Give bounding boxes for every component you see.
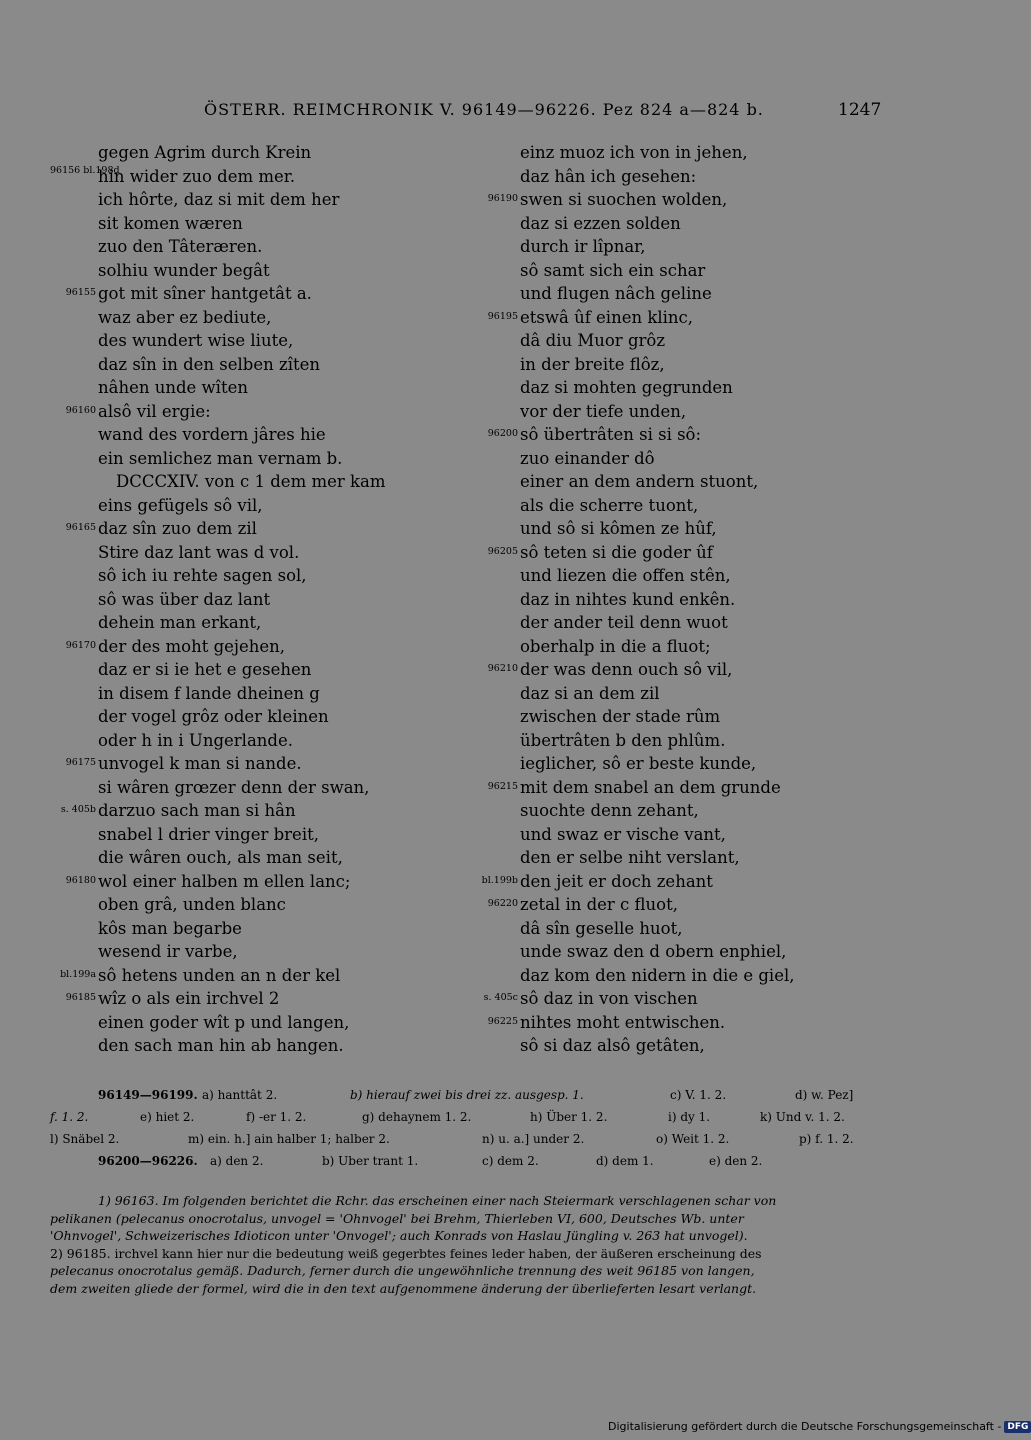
verse-text: suochte denn zehant, <box>520 801 699 820</box>
apparatus-note: d) w. Pez] <box>795 1088 854 1102</box>
verse-line <box>472 517 892 541</box>
apparatus-note: a) hanttât 2. <box>202 1088 278 1102</box>
verse-text: darzuo sach man si hân <box>98 801 296 820</box>
verse-text: unde swaz den d obern enphiel, <box>520 942 787 961</box>
verse-line <box>50 987 470 1011</box>
apparatus-line <box>50 1106 870 1128</box>
verse-line <box>472 235 892 259</box>
verse-line <box>472 447 892 471</box>
verse-line <box>472 423 892 447</box>
verse-line <box>472 470 892 494</box>
line-number: 96185 <box>65 992 96 1003</box>
verse-line <box>50 282 470 306</box>
apparatus-line <box>50 1084 870 1106</box>
verse-line <box>50 188 470 212</box>
footnote-line: pelikanen (pelecanus onocrotalus, unvogel = 'Ohnvogel' bei Brehm, Thierleben VI, 600, Deutsches Wb. unter <box>50 1210 744 1226</box>
verse-text: der vogel grôz oder kleinen <box>98 707 329 726</box>
apparatus-note: d) dem 1. <box>596 1154 654 1168</box>
verse-line <box>472 893 892 917</box>
apparatus-note: b) hierauf zwei bis drei zz. ausgesp. 1. <box>350 1088 584 1102</box>
verse-line <box>50 729 470 753</box>
verse-text: daz sîn in den selben zîten <box>98 354 321 374</box>
line-number: 96165 <box>65 522 96 533</box>
footnote-line: 1) 96163. Im folgenden berichtet die Rchr. das erscheinen einer nach Steiermark verschlagenen schar von <box>98 1193 777 1208</box>
verse-text: daz si mohten gegrunden <box>520 378 733 397</box>
verse-line <box>472 1034 892 1058</box>
verse-text: daz si ezzen solden <box>520 213 681 233</box>
verse-text: wand des vordern jâres hie <box>98 425 326 444</box>
verse-text: sô teten si die goder ûf <box>520 542 713 562</box>
apparatus-note: a) den 2. <box>210 1154 264 1168</box>
verse-line <box>472 188 892 212</box>
verse-line <box>50 705 470 729</box>
verse-line <box>472 611 892 635</box>
line-number: 96200 <box>487 428 518 439</box>
footnote-line: 2) 96185. irchvel kann hier nur die bedeutung weiß gegerbtes feines leder haben, der äußeren erscheinung des <box>50 1245 762 1261</box>
line-number: s. 405c <box>483 992 518 1003</box>
verse-line <box>472 987 892 1011</box>
verse-text: als die scherre tuont, <box>520 495 699 515</box>
verse-text: kôs man begarbe <box>98 918 242 938</box>
verse-line <box>472 376 892 400</box>
verse-line <box>50 329 470 353</box>
verse-text: die wâren ouch, als man seit, <box>98 848 343 867</box>
verse-text: ieglicher, sô er beste kunde, <box>520 754 757 773</box>
verse-line <box>50 823 470 847</box>
verse-text: sô si daz alsô getâten, <box>520 1036 705 1055</box>
verse-text: swen si suochen wolden, <box>520 190 728 209</box>
verse-text: einen goder wît p und langen, <box>98 1012 350 1032</box>
digitization-credit <box>608 1420 1031 1433</box>
verse-text: dâ diu Muor grôz <box>520 331 666 350</box>
verse-line <box>50 893 470 917</box>
verse-text: eins gefügels sô vil, <box>98 495 263 515</box>
apparatus-note: f) -er 1. 2. <box>246 1110 307 1124</box>
verse-text: got mit sîner hantgetât a. <box>98 284 312 303</box>
verse-line <box>50 682 470 706</box>
verse-text: und swaz er vische vant, <box>520 824 726 844</box>
verse-line <box>472 917 892 941</box>
verse-line <box>50 917 470 941</box>
verse-line <box>50 376 470 400</box>
verse-line <box>50 611 470 635</box>
verse-text: daz si an dem zil <box>520 683 660 703</box>
verse-line <box>472 752 892 776</box>
line-number: 96175 <box>65 757 96 768</box>
verse-line <box>472 212 892 236</box>
verse-text: zuo einander dô <box>520 448 655 468</box>
verse-text: dehein man erkant, <box>98 613 262 632</box>
verse-line <box>50 1011 470 1035</box>
verse-line <box>50 776 470 800</box>
apparatus-note: l) Snäbel 2. <box>50 1132 120 1146</box>
verse-line <box>50 541 470 565</box>
verse-text: DCCCXIV. von c 1 dem mer kam <box>116 472 386 491</box>
apparatus-note: k) Und v. 1. 2. <box>760 1110 845 1124</box>
verse-text: sô ich iu rehte sagen sol, <box>98 566 307 585</box>
verse-text: dâ sîn geselle huot, <box>520 918 683 938</box>
verse-line <box>50 870 470 894</box>
verse-line <box>50 1034 470 1058</box>
verse-line <box>472 846 892 870</box>
verse-line <box>50 752 470 776</box>
verse-text: mit dem snabel an dem grunde <box>520 777 781 797</box>
verse-text: und liezen die offen stên, <box>520 566 731 585</box>
verse-text: der des moht gejehen, <box>98 636 286 656</box>
verse-text: unvogel k man si nande. <box>98 754 302 773</box>
apparatus-line <box>50 1128 870 1150</box>
verse-text: snabel l drier vinger breit, <box>98 824 319 844</box>
verse-line <box>472 658 892 682</box>
verse-line <box>50 353 470 377</box>
verse-line <box>50 165 470 189</box>
verse-text: in der breite flôz, <box>520 354 665 374</box>
verse-line <box>472 940 892 964</box>
verse-text: wesend ir varbe, <box>98 942 238 961</box>
verse-text: ich hôrte, daz si mit dem her <box>98 190 340 209</box>
verse-line <box>50 447 470 471</box>
left-text-column <box>50 141 470 1058</box>
verse-line <box>50 658 470 682</box>
apparatus-note: i) dy 1. <box>668 1110 711 1124</box>
line-number: 96156 bl.198d <box>50 164 120 176</box>
verse-text: übertrâten b den phlûm. <box>520 730 726 750</box>
footer-text: Digitalisierung gefördert durch die Deutsche Forschungsgemeinschaft - <box>608 1420 1002 1433</box>
verse-text: solhiu wunder begât <box>98 260 270 280</box>
verse-line <box>50 635 470 659</box>
right-text-column <box>472 141 892 1058</box>
apparatus-note: f. 1. 2. <box>50 1110 89 1124</box>
verse-line <box>472 329 892 353</box>
line-number: 96215 <box>487 780 518 792</box>
line-number: 96225 <box>487 1015 518 1027</box>
verse-text: hin wider zuo dem mer. <box>98 166 296 186</box>
footnote-line: 'Ohnvogel', Schweizerisches Idioticon unter 'Onvogel'; auch Konrads von Haslau Jüngling v. 263 hat unvogel). <box>50 1228 748 1243</box>
verse-text: in disem f lande dheinen g <box>98 683 320 703</box>
verse-text: einer an dem andern stuont, <box>520 472 759 491</box>
verse-line <box>50 423 470 447</box>
verse-line <box>472 1011 892 1035</box>
verse-line <box>50 846 470 870</box>
verse-text: sô samt sich ein schar <box>520 260 706 280</box>
verse-text: der was denn ouch sô vil, <box>520 660 733 679</box>
verse-line <box>472 541 892 565</box>
verse-text: ein semlichez man vernam b. <box>98 448 343 468</box>
verse-line <box>472 729 892 753</box>
verse-line <box>50 306 470 330</box>
apparatus-note: n) u. a.] under 2. <box>482 1132 585 1146</box>
verse-text: der ander teil denn wuot <box>520 613 728 632</box>
apparatus-range: 96200—96226. <box>98 1154 198 1168</box>
apparatus-note: e) den 2. <box>709 1154 763 1168</box>
verse-line <box>50 517 470 541</box>
verse-line <box>50 564 470 588</box>
line-number: 96205 <box>487 545 518 557</box>
line-number: 96210 <box>487 663 518 674</box>
verse-line <box>50 588 470 612</box>
verse-text: waz aber ez bediute, <box>98 307 272 327</box>
verse-line <box>50 235 470 259</box>
verse-line <box>50 799 470 823</box>
line-number: 96220 <box>487 898 518 909</box>
verse-text: nihtes moht entwischen. <box>520 1012 726 1032</box>
header-title: ÖSTERR. REIMCHRONIK V. 96149—96226. Pez 824 a—824 b. <box>204 100 764 119</box>
line-number: 96190 <box>487 193 518 204</box>
verse-text: si wâren grœzer denn der swan, <box>98 777 370 797</box>
verse-line <box>472 564 892 588</box>
verse-text: oder h in i Ungerlande. <box>98 730 293 750</box>
verse-line <box>50 400 470 424</box>
verse-text: daz kom den nidern in die e giel, <box>520 965 795 985</box>
verse-text: sô daz in von vischen <box>520 989 698 1008</box>
verse-line <box>472 682 892 706</box>
verse-text: und sô si kômen ze hûf, <box>520 519 717 538</box>
verse-line <box>472 306 892 330</box>
apparatus-note: c) V. 1. 2. <box>670 1088 727 1102</box>
verse-line <box>472 400 892 424</box>
verse-line <box>472 282 892 306</box>
verse-text: vor der tiefe unden, <box>520 401 687 421</box>
verse-line <box>50 470 470 494</box>
verse-text: sô übertrâten si si sô: <box>520 425 702 444</box>
verse-line <box>50 259 470 283</box>
line-number: s. 405b <box>60 804 96 815</box>
verse-line <box>472 705 892 729</box>
line-number: 96180 <box>65 874 96 886</box>
verse-line <box>50 940 470 964</box>
verse-text: gegen Agrim durch Krein <box>98 143 312 162</box>
line-number: bl.199a <box>60 968 96 980</box>
verse-line <box>472 588 892 612</box>
apparatus-note: g) dehaynem 1. 2. <box>362 1110 472 1124</box>
verse-line <box>50 494 470 518</box>
verse-text: Stire daz lant was d vol. <box>98 542 300 562</box>
line-number: 96160 <box>65 404 96 416</box>
apparatus-note: c) dem 2. <box>482 1154 539 1168</box>
verse-line <box>472 870 892 894</box>
verse-line <box>472 823 892 847</box>
apparatus-note: b) Uber trant 1. <box>322 1154 419 1168</box>
apparatus-note: o) Weit 1. 2. <box>656 1132 730 1146</box>
page-number: 1247 <box>838 100 882 120</box>
verse-text: durch ir lîpnar, <box>520 237 646 256</box>
verse-text: den er selbe niht verslant, <box>520 848 740 867</box>
verse-text: des wundert wise liute, <box>98 331 294 350</box>
verse-text: und flugen nâch geline <box>520 284 712 303</box>
apparatus-note: p) f. 1. 2. <box>799 1132 854 1146</box>
verse-line <box>472 776 892 800</box>
verse-text: einz muoz ich von in jehen, <box>520 143 748 162</box>
verse-line <box>50 212 470 236</box>
verse-line <box>472 494 892 518</box>
dfg-logo-icon: DFG <box>1004 1421 1031 1433</box>
verse-line <box>472 259 892 283</box>
footnotes <box>50 1192 870 1297</box>
line-number: bl.199b <box>481 874 518 886</box>
verse-text: daz er si ie het e gesehen <box>98 660 312 679</box>
verse-text: nâhen unde wîten <box>98 378 248 397</box>
line-number: 96195 <box>487 310 518 322</box>
line-number: 96155 <box>65 287 96 298</box>
apparatus-note: h) Über 1. 2. <box>530 1110 608 1124</box>
verse-text: oben grâ, unden blanc <box>98 895 286 914</box>
verse-text: zuo den Tâteræren. <box>98 237 263 256</box>
verse-text: wol einer halben m ellen lanc; <box>98 871 351 891</box>
verse-line <box>472 964 892 988</box>
footnote-line: pelecanus onocrotalus gemäß. Dadurch, ferner durch die ungewöhnliche trennung des weit 96185 von langen, <box>50 1263 755 1278</box>
verse-text: sô hetens unden an n der kel <box>98 965 341 985</box>
verse-line <box>472 141 892 165</box>
verse-text: wîz o als ein irchvel 2 <box>98 989 280 1008</box>
verse-line <box>472 165 892 189</box>
verse-text: daz in nihtes kund enkên. <box>520 589 736 609</box>
verse-line <box>472 799 892 823</box>
verse-line <box>472 635 892 659</box>
verse-line <box>472 353 892 377</box>
verse-text: zwischen der stade rûm <box>520 707 721 726</box>
apparatus-line <box>50 1150 870 1172</box>
apparatus-note: e) hiet 2. <box>140 1110 195 1124</box>
verse-text: daz hân ich gesehen: <box>520 166 697 186</box>
critical-apparatus <box>50 1084 870 1172</box>
verse-text: sit komen wæren <box>98 213 243 233</box>
verse-text: den sach man hin ab hangen. <box>98 1036 344 1055</box>
verse-text: daz sîn zuo dem zil <box>98 519 257 538</box>
verse-text: sô was über daz lant <box>98 589 271 609</box>
verse-text: den jeit er doch zehant <box>520 871 713 891</box>
line-number: 96170 <box>65 639 96 651</box>
verse-text: etswâ ûf einen klinc, <box>520 307 694 327</box>
apparatus-range: 96149—96199. <box>98 1088 198 1102</box>
verse-text: oberhalp in die a fluot; <box>520 636 711 656</box>
verse-line <box>50 964 470 988</box>
verse-text: zetal in der c fluot, <box>520 895 678 914</box>
verse-line <box>50 141 470 165</box>
verse-text: alsô vil ergie: <box>98 401 211 421</box>
footnote-line: dem zweiten gliede der formel, wird die in den text aufgenommene änderung der überlieferten lesart verlangt. <box>50 1280 757 1296</box>
apparatus-note: m) ein. h.] ain halber 1; halber 2. <box>188 1132 390 1146</box>
